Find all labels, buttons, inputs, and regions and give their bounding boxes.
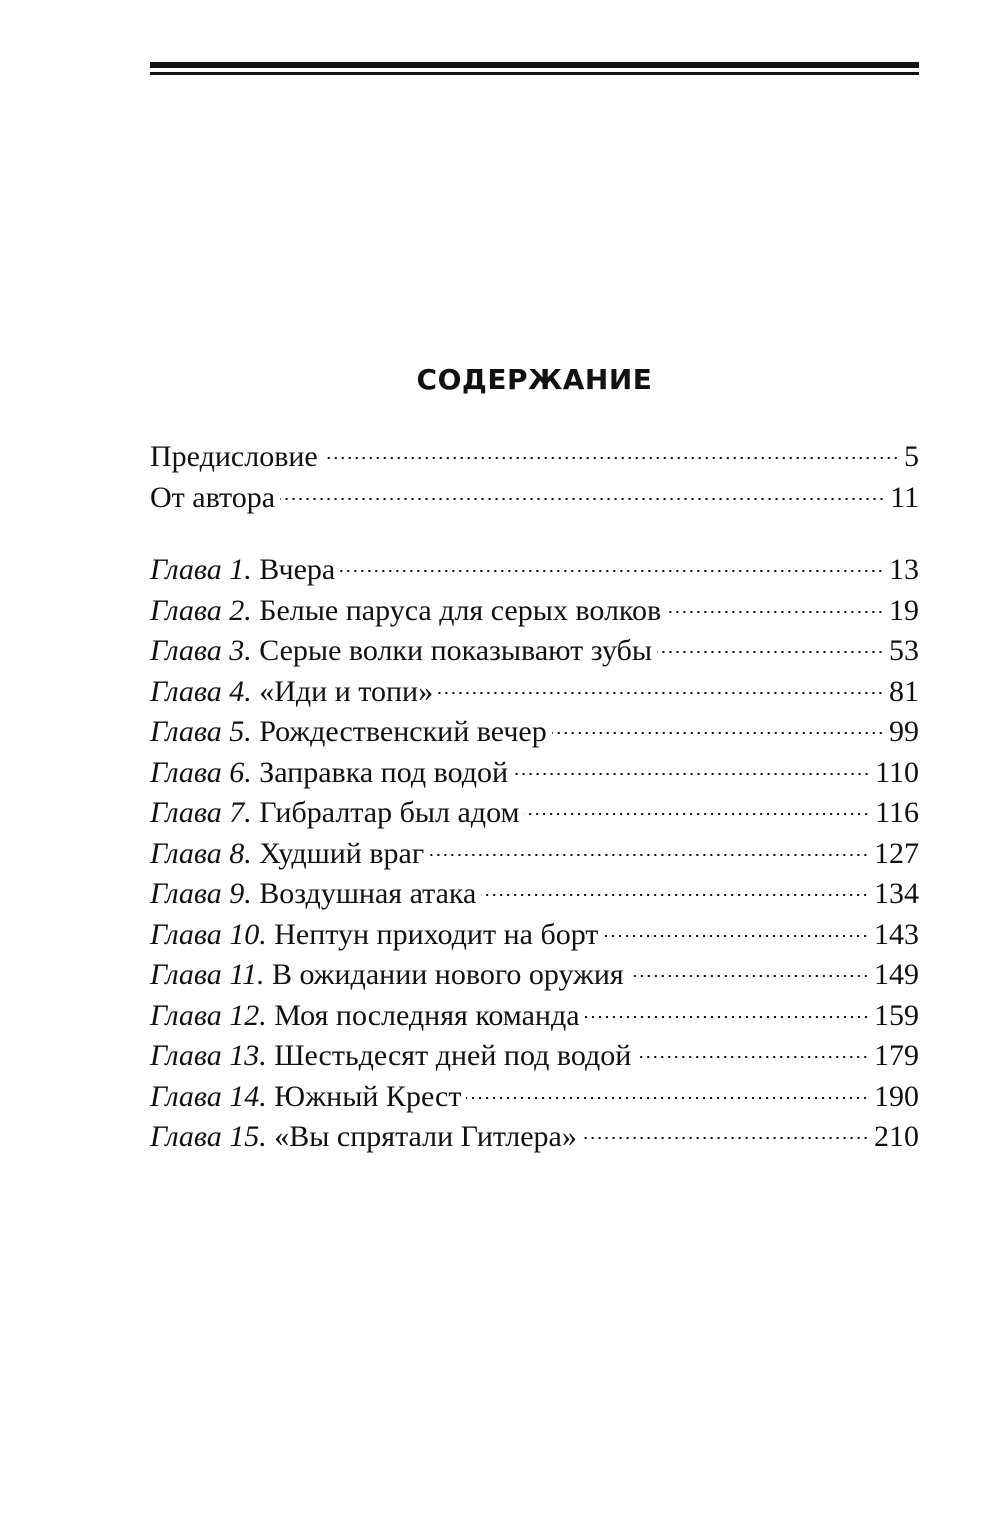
toc-entry-chapter-1[interactable] — [150, 550, 919, 591]
toc-entry-page: 13 — [889, 553, 919, 586]
chapter-title: Южный Крест — [274, 1079, 462, 1113]
chapter-number: Глава 3. — [150, 634, 252, 667]
toc-entry-page: 134 — [874, 877, 919, 910]
chapter-number: Глава 9. — [150, 877, 252, 910]
toc-entry-preface[interactable] — [150, 437, 919, 478]
dot-leader — [481, 894, 869, 896]
toc-entry-label — [150, 591, 661, 632]
chapter-title: «Вы спрятали Гитлера» — [274, 1120, 577, 1153]
chapter-number: Глава 5. — [150, 715, 252, 748]
dot-leader — [636, 1056, 869, 1058]
chapter-title: Вчера — [259, 553, 336, 586]
chapter-number: Глава 7. — [150, 796, 252, 829]
toc-entry-label — [150, 631, 652, 672]
chapter-title: Нептун приходит на борт — [274, 917, 599, 951]
toc-entry-title: Предисловие — [150, 440, 318, 473]
toc-entry-chapter-14[interactable] — [150, 1077, 919, 1118]
chapter-number: Глава 2. — [150, 593, 252, 627]
toc-entry-label — [150, 672, 433, 713]
chapter-title: Заправка под водой — [259, 755, 509, 789]
toc-entry-label — [150, 753, 508, 794]
toc-entry-page: 143 — [874, 917, 919, 951]
chapter-number: Глава 4. — [150, 674, 252, 708]
toc-entry-chapter-10[interactable] — [150, 915, 919, 956]
chapter-number: Глава 8. — [150, 836, 252, 870]
dot-leader — [582, 1137, 869, 1139]
chapter-title: Рождественский вечер — [259, 715, 547, 748]
chapter-number: Глава 10. — [150, 917, 267, 951]
dot-leader — [513, 773, 870, 775]
page-title: СОДЕРЖАНИЕ — [416, 363, 653, 396]
toc-entry-chapter-2[interactable] — [150, 591, 919, 632]
chapter-title: Белые паруса для серых волков — [259, 593, 662, 627]
header-rule-thick — [150, 62, 919, 68]
chapter-title: В ожидании нового оружия — [272, 958, 624, 991]
toc-entry-title: От автора — [150, 480, 276, 514]
chapter-number: Глава 6. — [150, 755, 252, 789]
chapter-title: Шестьдесят дней под водой — [274, 1039, 632, 1072]
toc-entry-page: 110 — [875, 755, 919, 789]
toc-entry-label — [150, 1036, 631, 1077]
toc-entry-label — [150, 996, 580, 1037]
dot-leader — [524, 813, 870, 815]
toc-entry-page: 159 — [874, 998, 919, 1032]
toc-entry-page: 127 — [874, 836, 919, 870]
toc-entry-label — [150, 1077, 461, 1118]
chapter-number: Глава 15. — [150, 1120, 267, 1153]
toc-entry-chapter-12[interactable] — [150, 996, 919, 1037]
toc-entry-label — [150, 915, 598, 956]
toc-entry-label — [150, 874, 476, 915]
chapter-title: Воздушная атака — [259, 877, 477, 910]
dot-leader — [323, 457, 899, 459]
toc-entry-chapter-6[interactable] — [150, 753, 919, 794]
chapter-title: Серые волки показывают зубы — [259, 634, 653, 667]
toc-entry-label — [150, 550, 335, 591]
chapter-title: Моя последняя команда — [274, 998, 580, 1032]
toc-entry-page: 5 — [904, 440, 919, 473]
dot-leader — [585, 1016, 869, 1018]
chapter-number: Глава 11. — [150, 958, 265, 991]
dot-leader — [280, 498, 885, 500]
toc-entry-label — [150, 834, 424, 875]
chapter-title: Худший враг — [259, 836, 425, 870]
toc-entry-chapter-4[interactable] — [150, 672, 919, 713]
toc-entry-page: 99 — [889, 715, 919, 748]
toc-entry-page: 210 — [874, 1120, 919, 1153]
toc-entry-chapter-13[interactable] — [150, 1036, 919, 1077]
toc-entry-page: 179 — [874, 1039, 919, 1072]
dot-leader — [603, 935, 869, 937]
dot-leader — [552, 732, 884, 734]
dot-leader — [629, 975, 869, 977]
chapter-number: Глава 14. — [150, 1079, 267, 1113]
toc-entry-page: 81 — [889, 674, 919, 708]
toc-entry-page: 11 — [890, 480, 919, 514]
toc-entry-label — [150, 793, 519, 834]
toc-entry-chapter-9[interactable] — [150, 874, 919, 915]
toc-entry-chapter-8[interactable] — [150, 834, 919, 875]
toc-entry-chapter-5[interactable] — [150, 712, 919, 753]
toc-entry-page: 149 — [874, 958, 919, 991]
toc-entry-label — [150, 1117, 577, 1158]
chapter-title: «Иди и топи» — [259, 674, 434, 708]
dot-leader — [466, 1097, 869, 1099]
toc-entry-page: 19 — [889, 593, 919, 627]
toc-front-matter — [150, 437, 919, 518]
dot-leader — [429, 854, 869, 856]
toc-entry-chapter-7[interactable] — [150, 793, 919, 834]
toc-chapters — [150, 550, 919, 1158]
chapter-number: Глава 1. — [150, 553, 252, 586]
toc-entry-page: 53 — [889, 634, 919, 667]
dot-leader — [438, 692, 884, 694]
dot-leader — [657, 651, 884, 653]
dot-leader — [666, 611, 884, 613]
toc-entry-page: 190 — [874, 1079, 919, 1113]
toc-entry-chapter-3[interactable] — [150, 631, 919, 672]
header-rule-thin — [150, 72, 919, 75]
chapter-number: Глава 12. — [150, 998, 267, 1032]
toc-entry-label — [150, 955, 624, 996]
chapter-number: Глава 13. — [150, 1039, 267, 1072]
toc-entry-chapter-11[interactable] — [150, 955, 919, 996]
chapter-title: Гибралтар был адом — [259, 796, 520, 829]
toc-entry-label — [150, 712, 547, 753]
dot-leader — [340, 570, 884, 572]
toc-entry-chapter-15[interactable] — [150, 1117, 919, 1158]
toc-entry-from-author[interactable] — [150, 478, 919, 519]
toc-entry-page: 116 — [875, 796, 919, 829]
